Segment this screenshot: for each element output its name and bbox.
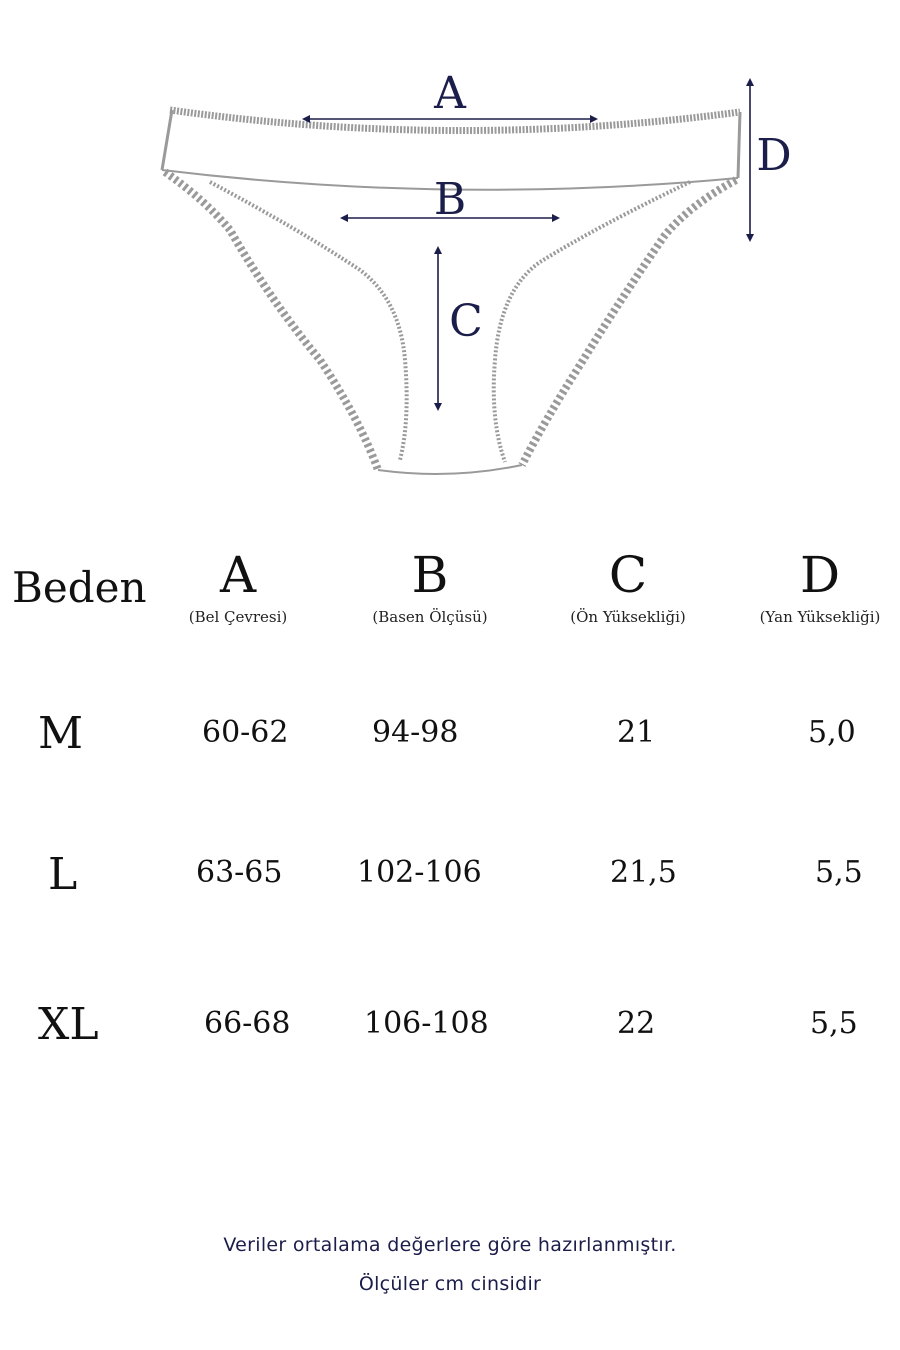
cell-xl-c: 22 (617, 1006, 656, 1041)
column-header-d (740, 546, 900, 626)
note-units: Ölçüler cm cinsidir (358, 1273, 542, 1295)
column-subtitle: (Yan Yüksekliği) (759, 608, 881, 626)
dim-label-a: A (434, 68, 466, 119)
size-header: Beden (12, 563, 147, 612)
column-letter: D (799, 546, 841, 604)
column-header-a (163, 546, 313, 626)
cell-m-c: 21 (617, 715, 656, 750)
dim-label-d: D (756, 130, 792, 181)
cell-l-b: 102-106 (357, 855, 482, 890)
size-label-l: L (48, 849, 78, 900)
cell-l-a: 63-65 (196, 855, 283, 890)
dim-label-b: B (433, 174, 467, 225)
brief-diagram (0, 0, 900, 500)
size-label-xl: XL (38, 999, 99, 1050)
dim-label-c: C (449, 296, 483, 347)
column-letter: A (219, 546, 257, 604)
column-header-b (350, 546, 510, 626)
cell-m-a: 60-62 (202, 715, 289, 750)
column-header-c (548, 546, 708, 626)
cell-xl-b: 106-108 (364, 1006, 489, 1041)
size-label-m: M (38, 708, 84, 759)
cell-m-d: 5,0 (808, 715, 856, 750)
column-subtitle: (Bel Çevresi) (188, 608, 288, 626)
cell-xl-d: 5,5 (810, 1006, 858, 1041)
cell-l-c: 21,5 (610, 855, 677, 890)
garment-outline (162, 110, 740, 474)
column-letter: C (608, 546, 648, 604)
cell-l-d: 5,5 (815, 855, 863, 890)
cell-xl-a: 66-68 (204, 1006, 291, 1041)
column-letter: B (411, 546, 449, 604)
cell-m-b: 94-98 (372, 715, 459, 750)
column-subtitle: (Basen Ölçüsü) (372, 608, 488, 626)
note-average-values: Veriler ortalama değerlere göre hazırlanmıştır. (223, 1234, 677, 1256)
column-subtitle: (Ön Yüksekliği) (570, 608, 686, 626)
